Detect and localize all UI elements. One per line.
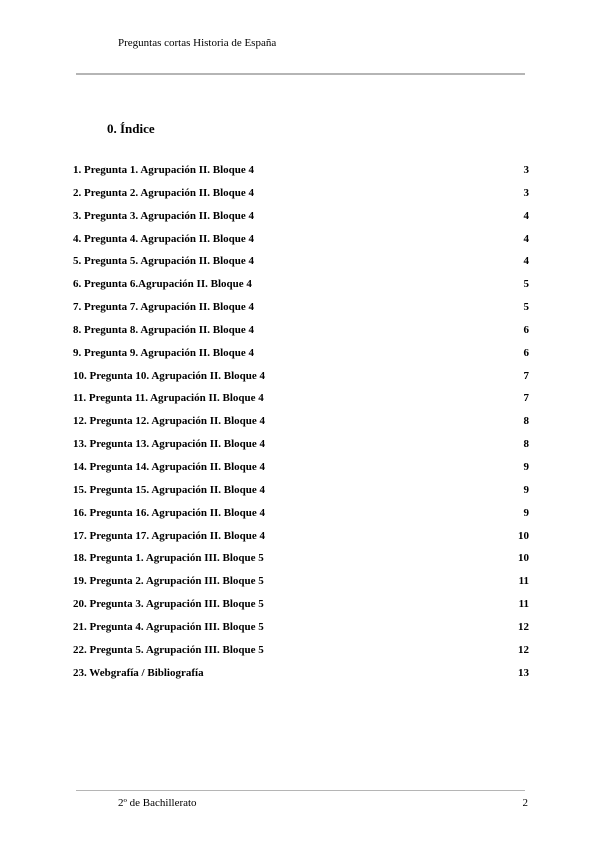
toc-entry-page: 9 xyxy=(523,460,529,473)
toc-entry-page: 12 xyxy=(518,643,529,656)
toc-entry[interactable] xyxy=(73,254,529,277)
toc-entry-label: 9. Pregunta 9. Agrupación II. Bloque 4 xyxy=(73,346,255,359)
toc-entry-label: 5. Pregunta 5. Agrupación II. Bloque 4 xyxy=(73,255,255,268)
header-divider xyxy=(76,73,525,75)
toc-entry[interactable] xyxy=(73,369,529,392)
toc-entry[interactable] xyxy=(73,391,529,414)
toc-title: 0. Índice xyxy=(107,121,155,136)
toc-entry-page: 9 xyxy=(523,506,529,519)
toc-entry-label: 18. Pregunta 1. Agrupación III. Bloque 5 xyxy=(73,552,264,565)
toc-entry-label: 2. Pregunta 2. Agrupación II. Bloque 4 xyxy=(73,186,255,199)
toc-entry-page: 10 xyxy=(518,529,529,542)
footer-text: 2º de Bachillerato xyxy=(118,797,197,809)
toc-entry[interactable] xyxy=(73,666,529,689)
toc-entry-label: 10. Pregunta 10. Agrupación II. Bloque 4 xyxy=(73,369,266,382)
toc-entry-page: 11 xyxy=(518,575,529,588)
toc-entry[interactable] xyxy=(73,277,529,300)
toc-entry-label: 8. Pregunta 8. Agrupación II. Bloque 4 xyxy=(73,323,255,336)
toc-entry-page: 7 xyxy=(523,392,529,405)
toc-list xyxy=(73,163,529,688)
toc-entry[interactable] xyxy=(73,643,529,666)
toc-entry-label: 23. Webgrafía / Bibliografía xyxy=(73,666,204,679)
toc-entry-page: 9 xyxy=(523,483,529,496)
toc-entry-label: 13. Pregunta 13. Agrupación II. Bloque 4 xyxy=(73,438,266,451)
toc-entry[interactable] xyxy=(73,300,529,323)
toc-entry-label: 6. Pregunta 6.Agrupación II. Bloque 4 xyxy=(73,278,252,291)
toc-entry-label: 15. Pregunta 15. Agrupación II. Bloque 4 xyxy=(73,483,266,496)
toc-entry[interactable] xyxy=(73,414,529,437)
footer-page-number: 2 xyxy=(522,797,528,809)
toc-entry-page: 10 xyxy=(518,552,529,565)
toc-entry[interactable] xyxy=(73,574,529,597)
toc-entry-label: 14. Pregunta 14. Agrupación II. Bloque 4 xyxy=(73,460,266,473)
toc-entry[interactable] xyxy=(73,346,529,369)
toc-entry-page: 4 xyxy=(523,255,529,268)
toc-entry-label: 7. Pregunta 7. Agrupación II. Bloque 4 xyxy=(73,301,255,314)
toc-entry[interactable] xyxy=(73,232,529,255)
toc-entry-label: 17. Pregunta 17. Agrupación II. Bloque 4 xyxy=(73,529,266,542)
toc-entry-label: 16. Pregunta 16. Agrupación II. Bloque 4 xyxy=(73,506,266,519)
toc-entry[interactable] xyxy=(73,437,529,460)
toc-entry-label: 4. Pregunta 4. Agrupación II. Bloque 4 xyxy=(73,232,255,245)
toc-entry-page: 11 xyxy=(518,598,529,611)
toc-entry-page: 6 xyxy=(523,346,529,359)
toc-entry[interactable] xyxy=(73,529,529,552)
toc-entry-label: 1. Pregunta 1. Agrupación II. Bloque 4 xyxy=(73,164,255,176)
toc-entry-label: 20. Pregunta 3. Agrupación III. Bloque 5 xyxy=(73,598,264,611)
toc-entry-label: 3. Pregunta 3. Agrupación II. Bloque 4 xyxy=(73,209,255,222)
toc-entry[interactable] xyxy=(73,551,529,574)
toc-entry[interactable] xyxy=(73,209,529,232)
toc-entry-page: 7 xyxy=(523,369,529,382)
toc-entry-page: 4 xyxy=(523,232,529,245)
toc-entry-page: 3 xyxy=(523,164,529,176)
toc-entry[interactable] xyxy=(73,597,529,620)
header-title: Preguntas cortas Historia de España xyxy=(118,37,277,49)
toc-entry-page: 8 xyxy=(523,438,529,451)
toc-entry[interactable] xyxy=(73,186,529,209)
toc-entry-label: 22. Pregunta 5. Agrupación III. Bloque 5 xyxy=(73,643,264,656)
footer-divider xyxy=(76,790,525,791)
toc-entry-page: 13 xyxy=(518,666,529,679)
toc-entry-page: 4 xyxy=(523,209,529,222)
toc-entry-label: 19. Pregunta 2. Agrupación III. Bloque 5 xyxy=(73,575,264,588)
toc-entry-page: 8 xyxy=(523,415,529,428)
toc-entry[interactable] xyxy=(73,460,529,483)
toc-entry-page: 12 xyxy=(518,620,529,633)
toc-entry-label: 21. Pregunta 4. Agrupación III. Bloque 5 xyxy=(73,620,264,633)
toc-entry[interactable] xyxy=(73,506,529,529)
toc-entry[interactable] xyxy=(73,163,529,186)
toc-entry[interactable] xyxy=(73,323,529,346)
toc-entry[interactable] xyxy=(73,483,529,506)
toc-entry-page: 6 xyxy=(523,323,529,336)
toc-entry[interactable] xyxy=(73,620,529,643)
toc-entry-page: 5 xyxy=(523,278,529,291)
toc-entry-page: 5 xyxy=(523,301,529,314)
toc-entry-label: 11. Pregunta 11. Agrupación II. Bloque 4 xyxy=(73,392,264,405)
toc-entry-page: 3 xyxy=(523,186,529,199)
toc-entry-label: 12. Pregunta 12. Agrupación II. Bloque 4 xyxy=(73,415,266,428)
